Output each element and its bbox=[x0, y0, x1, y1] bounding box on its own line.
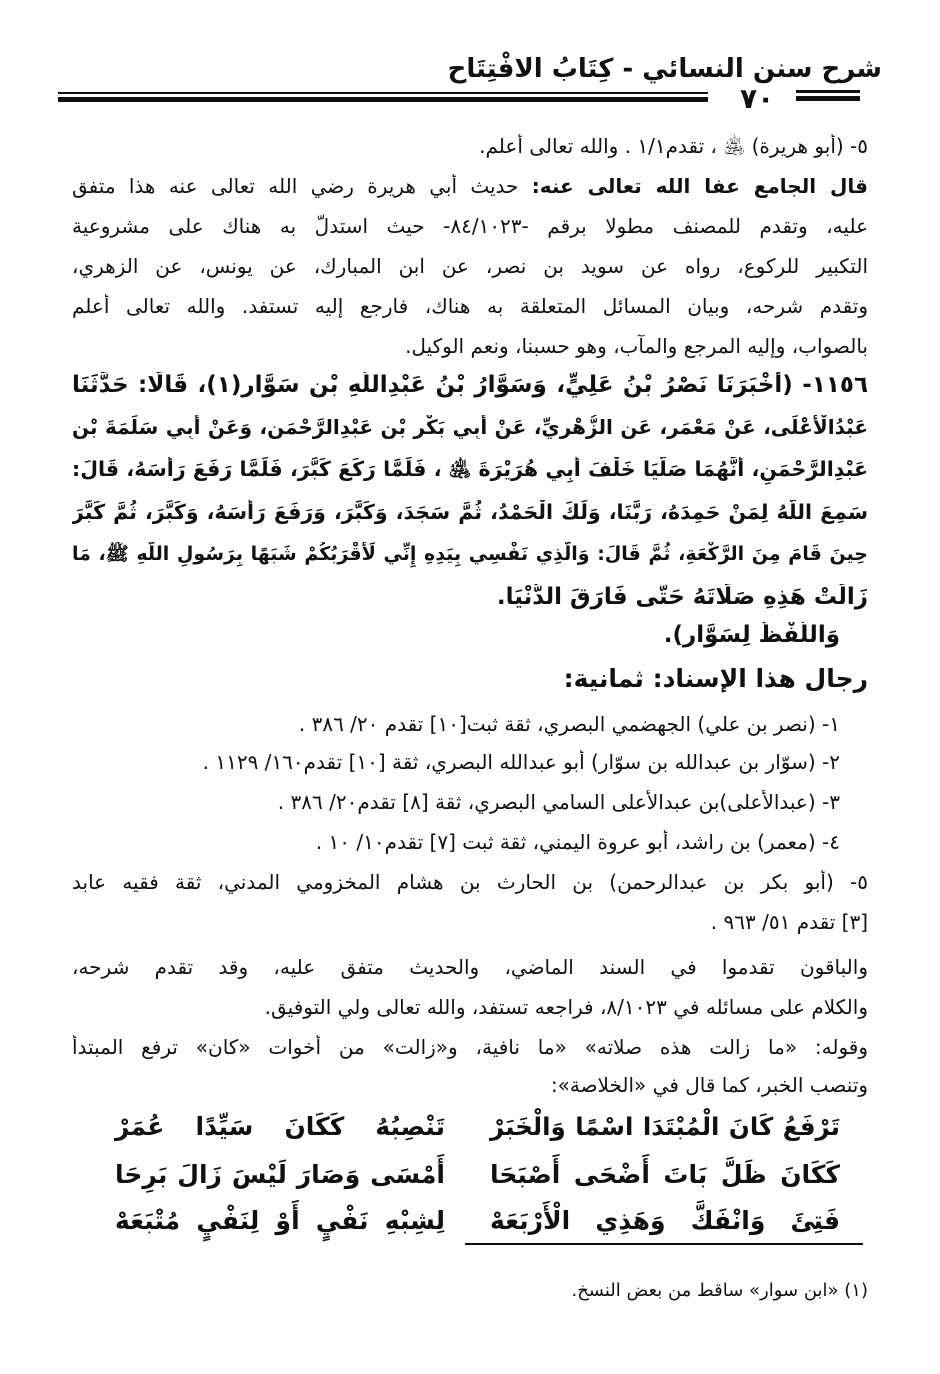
poem-verse-2-second-hemistich: أَمْسَى وَصَارَ لَيْسَ زَالَ بَرِحَا bbox=[115, 1160, 445, 1189]
running-header-title: شرح سنن النسائي - كِتَابُ الافْتِتَاح bbox=[447, 54, 882, 84]
page-number: ٧٠ bbox=[740, 82, 775, 115]
poem-verse-2 bbox=[115, 1160, 840, 1200]
narrator-3: ٣- (عبدالأعلى)بن عبدالأعلى السامي البصري، ثقة [٨] تقدم٢٠/ ٣٨٦ . bbox=[277, 790, 840, 814]
narrator-5-line-1: ٥- (أبو بكر بن عبدالرحمن) بن الحارث بن هشام المخزومي المدني، ثقة فقيه عابد bbox=[72, 870, 868, 894]
hadith-line-7: وَاللَّفْظُ لِسَوَّارٍ). bbox=[663, 622, 840, 648]
hadith-line-2: عَبْدُالْأَعْلَى، عَنْ مَعْمَرٍ، عَنِ الزُّهْرِيِّ، عَنْ أَبِي بَكْرِ بْنِ عَبْدِالرَّحْمَنِ، وَعَنْ أَبِي سَلَمَةَ بْنِ bbox=[72, 415, 868, 439]
narrator-5-line-2: [٣] تقدم ٥١/ ٩٦٣ . bbox=[710, 910, 868, 934]
narrator-4: ٤- (معمر) بن راشد، أبو عروة اليمني، ثقة ثبت [٧] تقدم١٠/ ١٠ . bbox=[315, 830, 840, 854]
notes-line-2: والكلام على مسائله في ٨/١٠٢٣، فراجعه تستفد، والله تعالى ولي التوفيق. bbox=[264, 995, 868, 1019]
hadith-line-1: ١١٥٦- (أَخْبَرَنَا نَصْرُ بْنُ عَلِيٍّ، وَسَوَّارُ بْنُ عَبْدِاللَّهِ بْنِ سَوَّارٍ(١)، قَالَا: حَدَّثَنَا bbox=[72, 372, 868, 398]
footnote-separator-rule bbox=[465, 1243, 863, 1245]
poem-verse-1-second-hemistich: تَنْصِبُهُ كَكَانَ سَيِّدًا عُمَرْ bbox=[115, 1112, 445, 1141]
poem-verse-1 bbox=[115, 1112, 840, 1152]
poem-verse-3 bbox=[115, 1206, 840, 1246]
poem-verse-1-first-hemistich: تَرْفَعُ كَانَ الْمُبْتَدَا اسْمًا وَالْخَبَرْ bbox=[490, 1112, 840, 1141]
hadith-line-4: سَمِعَ اللَّهُ لِمَنْ حَمِدَهُ، رَبَّنَا، وَلَكَ الْحَمْدُ، ثُمَّ سَجَدَ، وَكَبَّرَ، وَرَفَعَ رَأْسَهُ، وَكَبَّرَ، ثُمَّ كَبَّرَ bbox=[72, 500, 868, 524]
notes-line-4: وتنصب الخبر، كما قال في «الخلاصة»: bbox=[550, 1073, 868, 1097]
poem-verse-2-first-hemistich: كَكَانَ ظَلَّ بَاتَ أَضْحَى أَصْبَحَا bbox=[490, 1160, 840, 1189]
narrator-1: ١- (نصر بن علي) الجهضمي البصري، ثقة ثبت[١٠] تقدم ٢٠/ ٣٨٦ . bbox=[298, 712, 840, 736]
header-rule-thick bbox=[58, 97, 708, 102]
jami-paragraph-line-1 bbox=[72, 174, 868, 198]
notes-line-1: والباقون تقدموا في السند الماضي، والحديث متفق عليه، وقد تقدم شرحه، bbox=[72, 955, 868, 979]
jami-line-1-text: حديث أبي هريرة رضي الله تعالى عنه هذا متفق bbox=[72, 174, 519, 198]
jami-paragraph-line-2: عليه، وتقدم للمصنف مطولا برقم -٨٤/١٠٢٣- حيث استدلّ به هناك على مشروعية bbox=[72, 214, 868, 238]
jami-paragraph-line-5: بالصواب، وإليه المرجع والمآب، وهو حسبنا، ونعم الوكيل. bbox=[405, 334, 868, 358]
hadith-line-6: زَالَتْ هَذِهِ صَلَاتَهُ حَتَّى فَارَقَ الدُّنْيَا. bbox=[496, 584, 868, 610]
hadith-line-3: عَبْدِالرَّحْمَنِ، أَنَّهُمَا صَلَّيَا خَلْفَ أَبِي هُرَيْرَةَ ﵁ ، فَلَمَّا رَكَعَ كَبَّرَ، فَلَمَّا رَفَعَ رَأْسَهُ، قَالَ: bbox=[72, 457, 868, 481]
header-rule-thin bbox=[58, 92, 708, 94]
page-number-rule-thin bbox=[796, 90, 860, 93]
narrator-2: ٢- (سوّار بن عبدالله بن سوّار) أبو عبدالله البصري، ثقة [١٠] تقدم١٦٠/ ١١٢٩ . bbox=[202, 750, 840, 774]
jami-lead: قال الجامع عفا الله تعالى عنه: bbox=[531, 174, 868, 198]
hadith-line-5: حِينَ قَامَ مِنَ الرَّكْعَةِ، ثُمَّ قَالَ: وَالَّذِي نَفْسِي بِيَدِهِ إِنِّي لَأَقْرَبُكُمْ شَبَهًا بِرَسُولِ اللَّهِ ﷺ، مَا bbox=[72, 543, 868, 565]
poem-verse-3-second-hemistich: لِشِبْهِ نَفْيٍ أَوْ لِنَفْيٍ مُتْبَعَهْ bbox=[115, 1206, 445, 1235]
notes-line-3: وقوله: «ما زالت هذه صلاته» «ما نافية، و«زالت» من أخوات «كان» ترفع المبتدأ bbox=[72, 1035, 868, 1059]
jami-paragraph-line-3: التكبير للركوع، رواه عن سويد بن نصر، عن ابن المبارك، عن يونس، عن الزهري، bbox=[72, 254, 868, 278]
narrator-line-abu-hurayra: ٥- (أبو هريرة) ﵁ ، تقدم١/١ . والله تعالى أعلم. bbox=[479, 134, 868, 158]
poem-verse-3-first-hemistich: فَتِئَ وَانْفَكَّ وَهَذِي الْأَرْبَعَهْ bbox=[490, 1206, 840, 1235]
narrators-heading: رجال هذا الإسناد: ثمانية: bbox=[563, 664, 868, 693]
jami-paragraph-line-4: وتقدم شرحه، وبيان المسائل المتعلقة به هناك، فارجع إليه تستفد. والله تعالى أعلم bbox=[72, 294, 868, 318]
footnote: (١) «ابن سوار» ساقط من بعض النسخ. bbox=[571, 1280, 868, 1301]
page-number-rule-thick bbox=[796, 96, 860, 101]
